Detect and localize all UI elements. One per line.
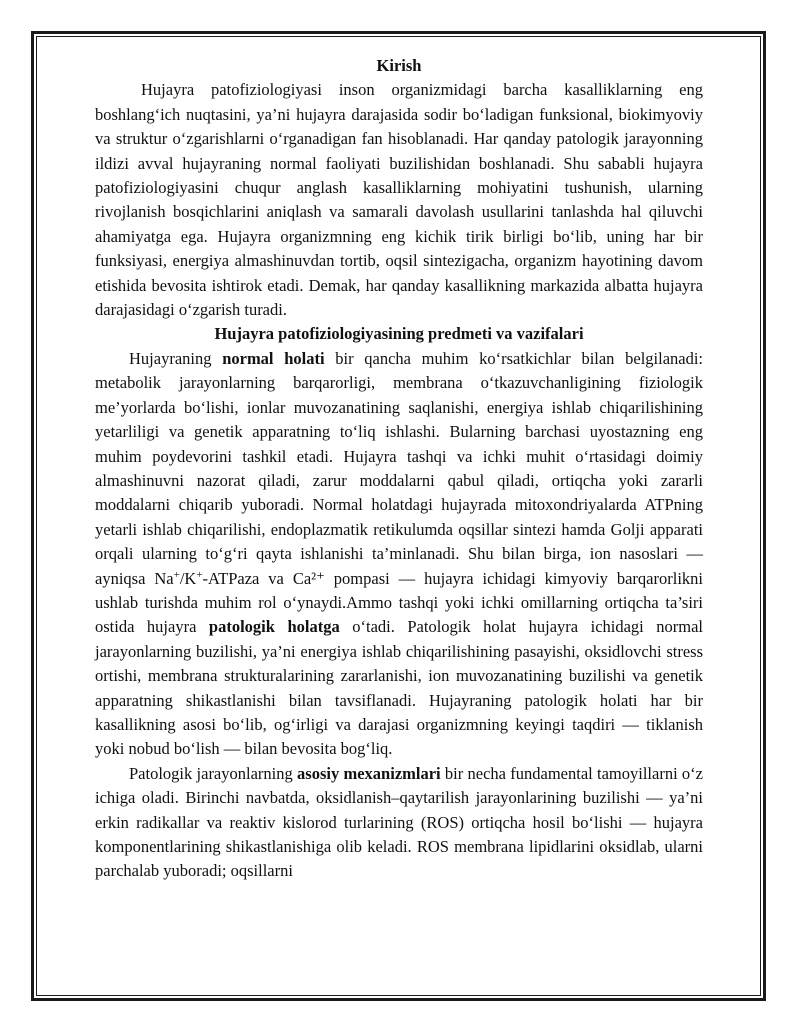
text-run: -ATPaza va Ca²⁺ pompasi — hujayra ichidagi kimyoviy barqarorlikni ushlab turishda muhim rol o‘ynaydi.Ammo tashqi yoki ichki omillarning ortiqcha ta’siri ostida hujayra [95,568,703,637]
text-run: bir qancha muhim ko‘rsatkichlar bilan belgilanadi: metabolik jarayonlarning barqarorligi, membrana o‘tkazuvchanligining fiziologik me’yorlarda bo‘lishi, ionlar muvozanatining saqlanishi, energiya ishlab chiqarilishining yetarliligi va genetik apparatning to‘liq ishlashi. Bularning barchasi uyostazning eng muhim poydevorini tashkil etadi. Hujayra tashqi va ichki muhit o‘rtasidagi doimiy almashinuvni nazorat qiladi, zarur moddalarni qabul qiladi, ortiqcha yoki zararli moddalarni chiqarib yuboradi. Normal holatdagi hujayrada mitoxondriyalarda ATPning yetarli ishlab chiqarilishi, endoplazmatik retikulumda oqsillar sintezi hamda Golji apparati orqali ularning to‘g‘ri qayta ishlanishi ta’minlanadi. Shu bilan birga, ion nasoslari — ayniqsa Na [95,348,704,588]
superscript-plus: + [173,568,180,581]
text-run: Hujayraning [129,348,212,368]
section-title: Hujayra patofiziologiyasining predmeti va vazifalari [214,324,584,344]
paragraph-normal-holati [95,347,703,762]
text-run: /K [179,568,197,588]
text-run: bir necha fundamental tamoyillarni o‘z ichiga oladi. Birinchi navbatda, oksidlanish–qaytarilish jarayonlarining buzilishi — ya’ni erkin radikallar va reaktiv kislorod turlarining (ROS) ortiqcha hosil bo‘lishi — hujayra komponentlarining shikastlanishiga olib keladi. ROS membrana lipidlarini oksidlab, ularni parchalab yuboradi; oqsillarni [95,763,703,881]
document-title: Kirish [376,56,422,75]
intro-paragraph: Hujayra patofiziologiyasi inson organizmidagi barcha kasalliklarning eng boshlang‘ich nuqtasini, ya’ni hujayra darajasida sodir bo‘ladigan funksional, biokimyoviy va struktur o‘zgarishlarni o‘rganadigan fan hisoblanadi. Har qanday patologik jarayonning ildizi avval hujayraning normal faoliyati buzilishidan boshlanadi. Shu sababli hujayra patofiziologiyasini chuqur anglash kasalliklarning mohiyatini tushunish, ularning rivojlanish bosqichlarini aniqlash va samarali davolash usullarini tanlashda hal qiluvchi ahamiyatga ega. Hujayra organizmning eng kichik tirik birligi bo‘lib, uning har bir funksiyasi, energiya almashinuvdan tortib, oqsil sintezigacha, organizm hayotining davom etishida bevosita ishtirok etadi. Demak, har qanday kasallikning markazida albatta hujayra darajasidagi o‘zgarish turadi. [95,80,703,320]
text-run: o‘tadi. Patologik holat hujayra ichidagi normal jarayonlarning buzilishi, ya’ni energiya ishlab chiqarilishining pasayishi, oksidlovchi stress ortishi, membrana strukturalarining zararlanishi, ion muvozanatining buzilishi va genetik apparatning shikastlanishi bilan tavsiflanadi. Hujayraning patologik holati har bir kasallikning asosi bo‘lib, og‘irligi va darajasi organizmning keyingi taqdiri — tiklanish yoki nobud bo‘lish — bilan bevosita bog‘liq. [95,617,704,759]
superscript-plus: + [196,568,203,581]
bold-term-normal-holati: normal holati [222,348,325,368]
document-body [95,54,703,884]
paragraph-asosiy-mexanizmlari [95,762,703,884]
bold-term-asosiy-mexanizmlari: asosiy mexanizmlari [297,763,441,783]
text-run: Patologik jarayonlarning [129,763,293,783]
bold-term-patologik-holatga: patologik holatga [208,617,340,637]
